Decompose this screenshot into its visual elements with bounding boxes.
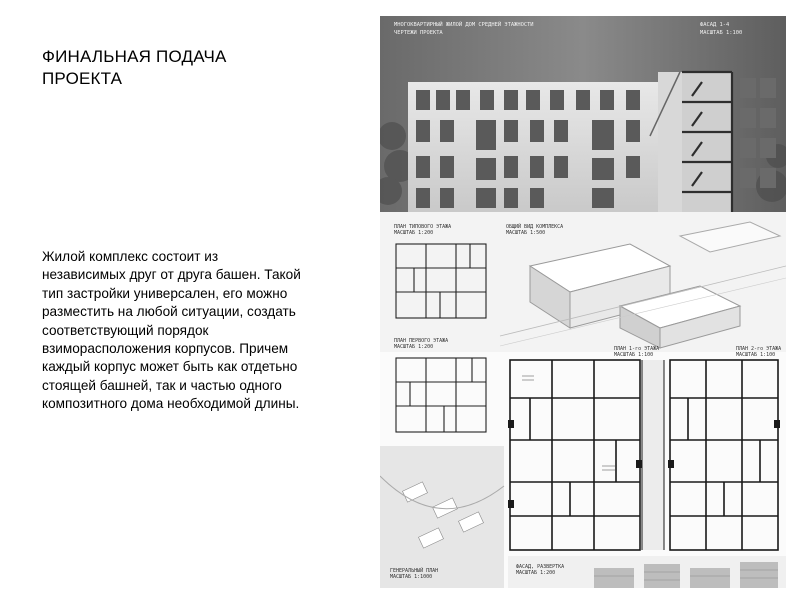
- svg-text:ГЕНЕРАЛЬНЫЙ ПЛАН: ГЕНЕРАЛЬНЫЙ ПЛАН: [390, 568, 439, 574]
- svg-text:МАСШТАБ 1:200: МАСШТАБ 1:200: [394, 230, 434, 236]
- stair-core-strip: [642, 360, 664, 550]
- svg-text:ПЛАН ТИПОВОГО ЭТАЖА: ПЛАН ТИПОВОГО ЭТАЖА: [394, 224, 452, 230]
- svg-text:МАСШТАБ 1:500: МАСШТАБ 1:500: [506, 230, 546, 236]
- slide-title: ФИНАЛЬНАЯ ПОДАЧА ПРОЕКТА: [42, 47, 227, 88]
- facade-label: ФАСАД 1-4: [700, 22, 730, 28]
- project-board-image: [380, 16, 786, 588]
- site-plan: [380, 446, 504, 588]
- svg-text:МАСШТАБ 1:100: МАСШТАБ 1:100: [614, 352, 654, 358]
- svg-text:ФАСАД, РАЗВЕРТКА: ФАСАД, РАЗВЕРТКА: [516, 564, 565, 570]
- facade-drawing: [380, 16, 786, 212]
- svg-text:ПЛАН 1-го ЭТАЖА: ПЛАН 1-го ЭТАЖА: [614, 346, 660, 352]
- svg-text:МАСШТАБ 1:200: МАСШТАБ 1:200: [394, 344, 434, 350]
- svg-text:МАСШТАБ 1:1000: МАСШТАБ 1:1000: [390, 574, 433, 580]
- board-header-title: МНОГОКВАРТИРНЫЙ ЖИЛОЙ ДОМ СРЕДНЕЙ ЭТАЖНОСТИ: [394, 22, 534, 28]
- bottom-elevation-strip: [508, 556, 786, 588]
- svg-text:ОБЩИЙ ВИД КОМПЛЕКСА: ОБЩИЙ ВИД КОМПЛЕКСА: [506, 224, 564, 230]
- svg-text:ПЛАН ПЕРВОГО ЭТАЖА: ПЛАН ПЕРВОГО ЭТАЖА: [394, 338, 449, 344]
- svg-text:ПЛАН 2-го ЭТАЖА: ПЛАН 2-го ЭТАЖА: [736, 346, 782, 352]
- slide-body-text: Жилой комплекс состоит из независимых друг от друга башен. Такой тип застройки универсален, его можно разместить на любой ситуации, создать соответствующий порядок взиморасположения корпусов. Причем каждый корпус может быть как отдетьно стоящей башней, так и частью одного композитного дома необходимой длины.: [42, 249, 301, 412]
- svg-text:МАСШТАБ 1:100: МАСШТАБ 1:100: [736, 352, 776, 358]
- svg-text:МАСШТАБ 1:200: МАСШТАБ 1:200: [516, 570, 556, 576]
- facade-scale: МАСШТАБ 1:100: [700, 30, 743, 36]
- board-header-sub: ЧЕРТЕЖИ ПРОЕКТА: [394, 30, 443, 36]
